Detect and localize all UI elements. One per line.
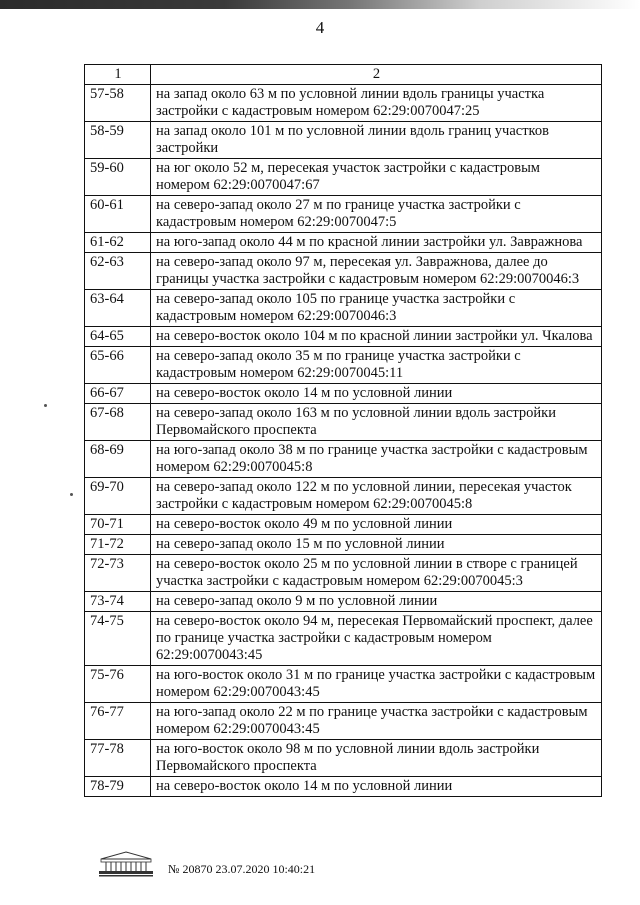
segment-cell: 70-71 [85,515,151,535]
description-cell: на северо-запад около 105 по границе участка застройки с кадастровым номером 62:29:0070046:3 [151,290,602,327]
segment-cell: 74-75 [85,612,151,666]
government-building-stamp-icon [97,849,155,877]
description-cell: на запад около 63 м по условной линии вдоль границы участка застройки с кадастровым номером 62:29:0070047:25 [151,85,602,122]
description-cell: на северо-восток около 104 м по красной линии застройки ул. Чкалова [151,327,602,347]
table-row [85,703,602,740]
description-cell: на северо-запад около 35 м по границе участка застройки с кадастровым номером 62:29:0070045:11 [151,347,602,384]
segment-cell: 71-72 [85,535,151,555]
table-row [85,290,602,327]
description-cell: на юго-запад около 44 м по красной линии застройки ул. Завражнова [151,233,602,253]
segment-cell: 57-58 [85,85,151,122]
description-cell: на юг около 52 м, пересекая участок застройки с кадастровым номером 62:29:0070047:67 [151,159,602,196]
table-row [85,592,602,612]
scan-top-border [0,0,640,9]
segment-cell: 69-70 [85,478,151,515]
description-cell: на юго-восток около 98 м по условной линии вдоль застройки Первомайского проспекта [151,740,602,777]
segment-cell: 68-69 [85,441,151,478]
scan-speck [70,493,73,496]
table-row [85,555,602,592]
description-cell: на юго-запад около 22 м по границе участка застройки с кадастровым номером 62:29:0070043:45 [151,703,602,740]
table-row [85,159,602,196]
table-row [85,515,602,535]
description-cell: на северо-восток около 49 м по условной линии [151,515,602,535]
segment-cell: 75-76 [85,666,151,703]
table-row [85,740,602,777]
document-registration-stamp: № 20870 23.07.2020 10:40:21 [168,862,316,876]
table-row [85,777,602,797]
segment-cell: 59-60 [85,159,151,196]
description-cell: на северо-восток около 14 м по условной линии [151,384,602,404]
description-cell: на северо-восток около 25 м по условной линии в створе с границей участка застройки с кадастровым номером 62:29:0070045:3 [151,555,602,592]
table-row [85,666,602,703]
scan-speck [44,404,47,407]
table-header-row [85,65,602,85]
table-row [85,404,602,441]
segment-cell: 66-67 [85,384,151,404]
table-row [85,384,602,404]
segment-cell: 67-68 [85,404,151,441]
table-row [85,612,602,666]
segment-cell: 58-59 [85,122,151,159]
segment-cell: 73-74 [85,592,151,612]
segment-cell: 65-66 [85,347,151,384]
table-row [85,233,602,253]
description-cell: на северо-запад около 163 м по условной линии вдоль застройки Первомайского проспекта [151,404,602,441]
column-header-segment: 1 [85,65,151,85]
description-cell: на северо-запад около 9 м по условной линии [151,592,602,612]
segment-cell: 60-61 [85,196,151,233]
route-description-table [84,64,602,797]
table-row [85,196,602,233]
table-row [85,478,602,515]
table-row [85,535,602,555]
segment-cell: 72-73 [85,555,151,592]
table-row [85,347,602,384]
segment-cell: 78-79 [85,777,151,797]
description-cell: на северо-восток около 94 м, пересекая Первомайский проспект, далее по границе участка застройки с кадастровым номером 62:29:0070043:45 [151,612,602,666]
table-row [85,253,602,290]
segment-cell: 77-78 [85,740,151,777]
segment-cell: 61-62 [85,233,151,253]
table-row [85,441,602,478]
page-number: 4 [315,18,325,37]
segment-cell: 64-65 [85,327,151,347]
segment-cell: 62-63 [85,253,151,290]
description-cell: на северо-восток около 14 м по условной линии [151,777,602,797]
segment-cell: 63-64 [85,290,151,327]
description-cell: на северо-запад около 15 м по условной линии [151,535,602,555]
description-cell: на юго-запад около 38 м по границе участка застройки с кадастровым номером 62:29:0070045:8 [151,441,602,478]
table-row [85,122,602,159]
column-header-description: 2 [151,65,602,85]
description-cell: на северо-запад около 97 м, пересекая ул. Завражнова, далее до границы участка застройки с кадастровым номером 62:29:0070046:3 [151,253,602,290]
table-row [85,327,602,347]
description-cell: на северо-запад около 27 м по границе участка застройки с кадастровым номером 62:29:0070047:5 [151,196,602,233]
description-cell: на запад около 101 м по условной линии вдоль границ участков застройки [151,122,602,159]
description-cell: на северо-запад около 122 м по условной линии, пересекая участок застройки с кадастровым номером 62:29:0070045:8 [151,478,602,515]
segment-cell: 76-77 [85,703,151,740]
description-cell: на юго-восток около 31 м по границе участка застройки с кадастровым номером 62:29:0070043:45 [151,666,602,703]
table-row [85,85,602,122]
